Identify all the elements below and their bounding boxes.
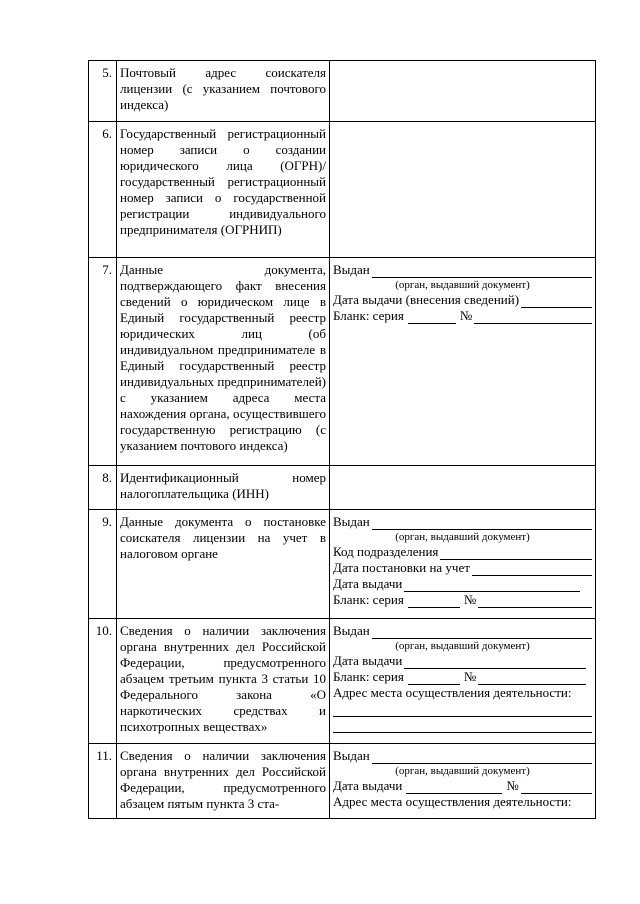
- row-number: 11.: [89, 744, 117, 819]
- issued-by-label: Выдан: [333, 262, 370, 277]
- issue-date-label: Дата выдачи: [333, 778, 403, 793]
- series-field[interactable]: [408, 595, 460, 608]
- postal-address-field[interactable]: [330, 61, 596, 122]
- number-field[interactable]: [478, 672, 586, 685]
- number-sign: №: [459, 308, 473, 323]
- ogrn-field[interactable]: [330, 122, 596, 258]
- issued-by-label: Выдан: [333, 514, 370, 529]
- blank-series-label: Бланк: серия: [333, 592, 404, 607]
- police-conclusion-fields: [330, 744, 596, 819]
- issued-by-field[interactable]: [372, 517, 592, 530]
- blank-series-label: Бланк: серия: [333, 308, 404, 323]
- issue-date-field[interactable]: [521, 295, 592, 308]
- issue-date-field[interactable]: [406, 781, 502, 794]
- registration-date-label: Дата постановки на учет: [333, 560, 470, 575]
- row-description: Данные документа, подтверждающего факт внесения сведений о юридическом лице в Единый государственный реестр юридических лиц (об индивидуальном предпринимателе в Единый государственный реестр индивидуальных предпринимателей) с указанием адреса места нахождения органа, осуществившего государственную регистрацию (с указанием почтового индекса): [117, 258, 330, 466]
- row-description: Государственный регистрационный номер записи о создании юридического лица (ОГРН)/государственный регистрационный номер записи о государственной регистрации индивидуального предпринимателя (ОГРНИП): [117, 122, 330, 258]
- activity-address-label: Адрес места осуществления деятельности:: [333, 685, 572, 700]
- row-number: 10.: [89, 619, 117, 744]
- issue-date-field[interactable]: [404, 579, 580, 592]
- issued-by-field[interactable]: [372, 626, 592, 639]
- issued-by-label: Выдан: [333, 623, 370, 638]
- row-description: Сведения о наличии заключения органа внутренних дел Российской Федерации, предусмотренного абзацем третьим пункта 3 статьи 10 Федерального закона «О наркотических средствах и психотропных веществах»: [117, 619, 330, 744]
- number-sign: №: [506, 778, 519, 793]
- police-conclusion-fields: [330, 619, 596, 744]
- series-field[interactable]: [408, 311, 456, 324]
- row-number: 9.: [89, 510, 117, 619]
- activity-address-field[interactable]: [333, 701, 592, 717]
- number-field[interactable]: [521, 781, 592, 794]
- row-description: Идентификационный номер налогоплательщика (ИНН): [117, 466, 330, 510]
- row-number: 6.: [89, 122, 117, 258]
- issued-by-label: Выдан: [333, 748, 370, 763]
- issue-date-label: Дата выдачи: [333, 576, 403, 591]
- issued-by-field[interactable]: [372, 751, 592, 764]
- issue-date-field[interactable]: [404, 656, 586, 669]
- application-form-table: [88, 60, 596, 819]
- division-code-field[interactable]: [440, 547, 592, 560]
- inn-field[interactable]: [330, 466, 596, 510]
- issuer-caption: (орган, выдавший документ): [395, 279, 530, 291]
- blank-series-label: Бланк: серия: [333, 669, 404, 684]
- division-code-label: Код подразделения: [333, 544, 439, 559]
- issue-date-label: Дата выдачи: [333, 653, 403, 668]
- issuer-caption: (орган, выдавший документ): [395, 531, 530, 543]
- number-field[interactable]: [474, 311, 592, 324]
- table-row: [89, 619, 596, 744]
- tax-registration-fields: [330, 510, 596, 619]
- registration-date-field[interactable]: [472, 563, 592, 576]
- issuer-caption: (орган, выдавший документ): [395, 640, 530, 652]
- issued-by-field[interactable]: [372, 265, 592, 278]
- number-field[interactable]: [478, 595, 592, 608]
- row-number: 7.: [89, 258, 117, 466]
- table-row: [89, 122, 596, 258]
- table-row: [89, 744, 596, 819]
- activity-address-field[interactable]: [333, 717, 592, 733]
- table-row: [89, 61, 596, 122]
- series-field[interactable]: [408, 672, 460, 685]
- issuer-caption: (орган, выдавший документ): [395, 765, 530, 777]
- table-row: [89, 258, 596, 466]
- issue-date-entry-label: Дата выдачи (внесения сведений): [333, 292, 520, 307]
- row-number: 8.: [89, 466, 117, 510]
- row-description: Данные документа о постановке соискателя лицензии на учет в налоговом органе: [117, 510, 330, 619]
- activity-address-label: Адрес места осуществления деятельности:: [333, 794, 572, 809]
- row-number: 5.: [89, 61, 117, 122]
- row-description: Сведения о наличии заключения органа внутренних дел Российской Федерации, предусмотренного абзацем пятым пункта 3 ста-: [117, 744, 330, 819]
- registration-document-fields: [330, 258, 596, 466]
- number-sign: №: [463, 669, 477, 684]
- table-row: [89, 510, 596, 619]
- row-description: Почтовый адрес соискателя лицензии (с указанием почтового индекса): [117, 61, 330, 122]
- number-sign: №: [463, 592, 477, 607]
- table-row: [89, 466, 596, 510]
